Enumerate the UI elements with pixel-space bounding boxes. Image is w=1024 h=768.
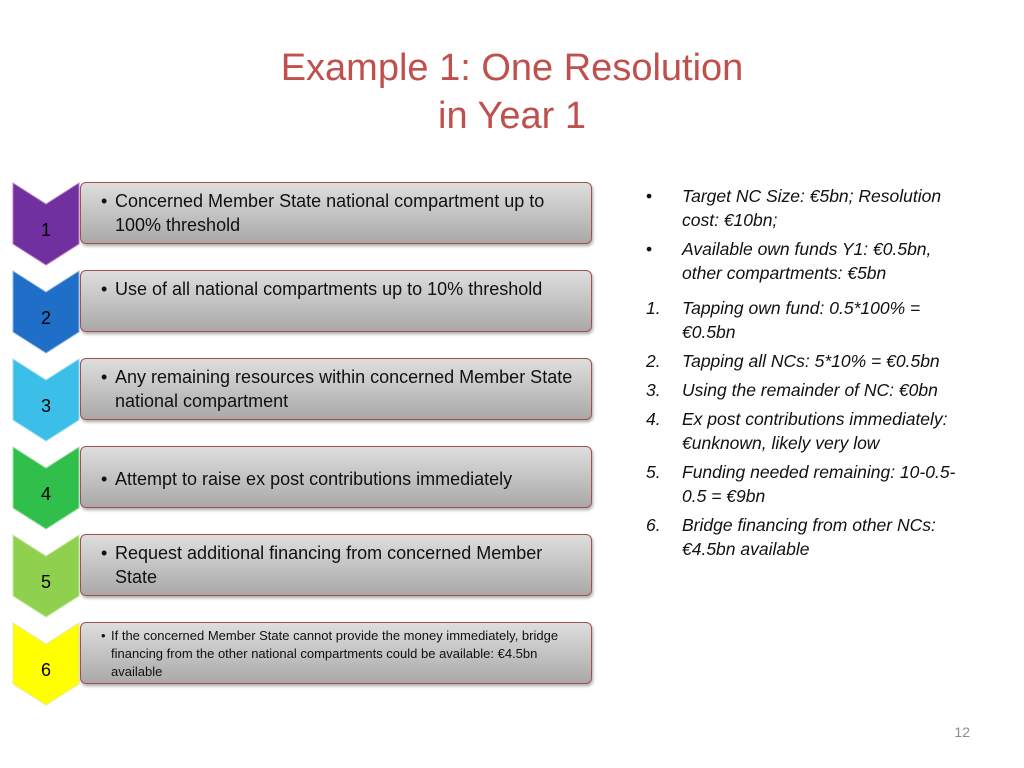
note-step-5-text: Funding needed remaining: 10-0.5-0.5 = €9bn xyxy=(682,462,956,506)
slide-title xyxy=(0,44,1024,140)
note-step-3-text: Using the remainder of NC: €0bn xyxy=(682,380,938,400)
step-4-text: Attempt to raise ex post contributions immediately xyxy=(115,469,513,489)
slide-title-line-2: in Year 1 xyxy=(438,95,586,137)
step-5-number: 5 xyxy=(40,572,51,592)
step-6-number: 6 xyxy=(40,660,51,680)
slide-title-line-1: Example 1: One Resolution xyxy=(280,47,744,89)
step-6-text: If the concerned Member State cannot provide the money immediately, bridge financing from the other national compartments could be available: €4.5bn available xyxy=(111,628,559,679)
bullet-icon: • xyxy=(101,191,108,211)
step-3-box xyxy=(80,358,592,420)
note-step-1-text: Tapping own fund: 0.5*100% = €0.5bn xyxy=(682,298,921,342)
note-step-3 xyxy=(646,378,976,402)
step-2-text: Use of all national compartments up to 10% threshold xyxy=(115,279,543,299)
bullet-icon: • xyxy=(101,469,108,489)
step-4-chevron xyxy=(12,446,80,530)
note-step-2 xyxy=(646,349,976,373)
step-5-chevron xyxy=(12,534,80,618)
note-bullet-1-text: Target NC Size: €5bn; Resolution cost: €10bn; xyxy=(682,186,942,230)
note-step-6-marker: 6. xyxy=(646,515,661,535)
process-step-4 xyxy=(12,446,597,530)
step-1-text: Concerned Member State national compartment up to 100% threshold xyxy=(115,191,545,235)
bullet-icon: • xyxy=(646,186,653,206)
bullet-icon: • xyxy=(101,279,108,299)
note-step-1-marker: 1. xyxy=(646,298,661,318)
step-3-text: Any remaining resources within concerned Member State national compartment xyxy=(115,367,573,411)
step-1-box xyxy=(80,182,592,244)
note-step-4 xyxy=(646,407,976,455)
step-2-number: 2 xyxy=(40,308,51,328)
note-step-5 xyxy=(646,460,976,508)
note-step-1 xyxy=(646,296,976,344)
bullet-icon: • xyxy=(101,367,108,387)
note-step-4-marker: 4. xyxy=(646,409,661,429)
process-step-1 xyxy=(12,182,597,266)
process-step-5 xyxy=(12,534,597,618)
note-step-4-text: Ex post contributions immediately: €unknown, likely very low xyxy=(682,409,948,453)
step-3-number: 3 xyxy=(40,396,51,416)
bullet-icon: • xyxy=(101,628,106,643)
step-4-number: 4 xyxy=(40,484,51,504)
process-step-6 xyxy=(12,622,597,706)
note-step-5-marker: 5. xyxy=(646,462,661,482)
step-2-box xyxy=(80,270,592,332)
process-step-3 xyxy=(12,358,597,442)
step-6-box xyxy=(80,622,592,684)
step-1-number: 1 xyxy=(40,220,51,240)
calculation-notes xyxy=(646,184,976,566)
step-6-chevron xyxy=(12,622,80,706)
page-number: 12 xyxy=(954,724,970,740)
step-2-chevron xyxy=(12,270,80,354)
bullet-icon: • xyxy=(101,543,108,563)
note-step-2-marker: 2. xyxy=(646,351,661,371)
note-step-2-text: Tapping all NCs: 5*10% = €0.5bn xyxy=(682,351,940,371)
note-bullet-1 xyxy=(646,184,976,232)
step-3-chevron xyxy=(12,358,80,442)
note-bullet-2-text: Available own funds Y1: €0.5bn, other compartments: €5bn xyxy=(682,239,932,283)
process-step-2 xyxy=(12,270,597,354)
note-step-3-marker: 3. xyxy=(646,380,661,400)
note-step-6-text: Bridge financing from other NCs: €4.5bn available xyxy=(682,515,936,559)
bullet-icon: • xyxy=(646,239,653,259)
note-bullet-2 xyxy=(646,237,976,285)
step-5-text: Request additional financing from concerned Member State xyxy=(115,543,543,587)
step-4-box xyxy=(80,446,592,508)
step-5-box xyxy=(80,534,592,596)
note-step-6 xyxy=(646,513,976,561)
step-1-chevron xyxy=(12,182,80,266)
